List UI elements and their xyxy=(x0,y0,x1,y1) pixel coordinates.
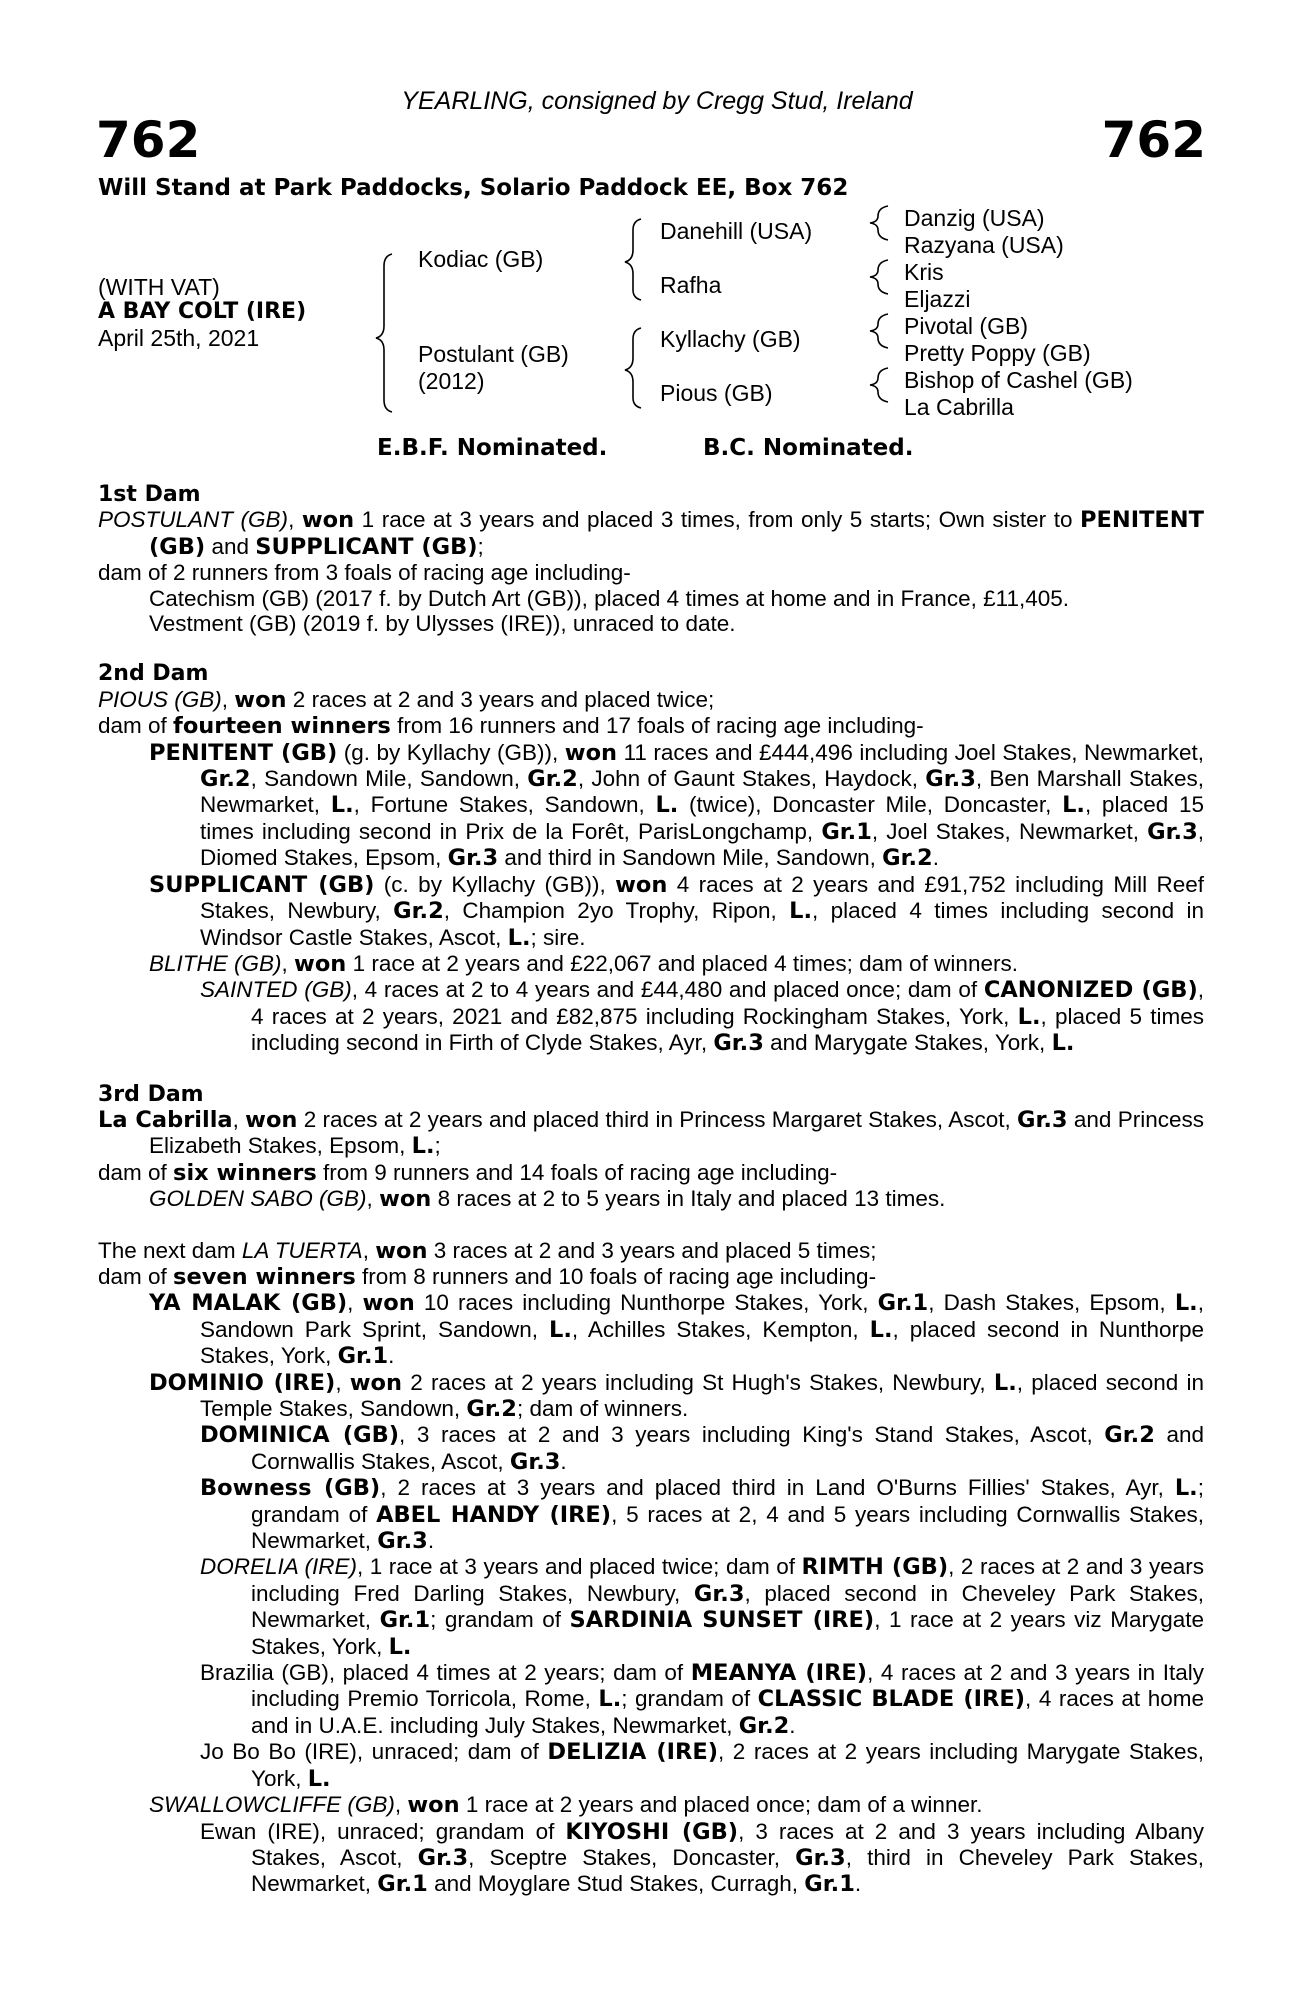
entry-sainted: SAINTED (GB), 4 races at 2 to 4 years and £44,480 and placed once; dam of CANONIZED (GB), 4 races at 2 years, 2021 and £82,875 including Rockingham Stakes, York, L., placed 5 times including second in Firth of Clyde Stakes, Ayr, Gr.3 and Marygate Stakes, York, L. xyxy=(200,977,1205,1057)
entry-ya-malak: YA MALAK (GB), won 10 races including Nunthorpe Stakes, York, Gr.1, Dash Stakes, Epsom, L., Sandown Park Sprint, Sandown, L., Achilles Stakes, Kempton, L., placed second in Nunthorpe Stakes, York, Gr.1. xyxy=(149,1290,1205,1370)
third-dam-line2: dam of six winners from 9 runners and 14 foals of racing age including- xyxy=(98,1159,838,1186)
second-dam-line2: dam of fourteen winners from 16 runners and 17 foals of racing age including- xyxy=(98,713,924,740)
third-dam-line1: La Cabrilla, won 2 races at 2 years and placed third in Princess Margaret Stakes, Ascot, Gr.3 and Princess Elizabeth Stakes, Epsom, L.; xyxy=(98,1106,1204,1160)
ancestor-g2: Razyana (USA) xyxy=(904,232,1064,258)
entry-jo-bo-bo: Jo Bo Bo (IRE), unraced; dam of DELIZIA (IRE), 2 races at 2 years including Marygate Stakes, York, L. xyxy=(200,1739,1204,1792)
dam-dam-name: Pious (GB) xyxy=(660,380,773,406)
sire-dam-name: Rafha xyxy=(660,272,722,298)
entry-supplicant: SUPPLICANT (GB) (c. by Kyllachy (GB)), won 4 races at 2 years and £91,752 including Mill Reef Stakes, Newbury, Gr.2, Champion 2yo Trophy, Ripon, L., placed 4 times including second in Windsor Castle Stakes, Ascot, L.; sire. xyxy=(149,871,1204,951)
ebf-nomination: E.B.F. Nominated. xyxy=(377,435,608,461)
first-dam-heading: 1st Dam xyxy=(98,482,201,507)
ancestor-g8: La Cabrilla xyxy=(904,394,1014,420)
dam-sire-name: Kyllachy (GB) xyxy=(660,326,801,352)
catalogue-body xyxy=(98,482,1204,1898)
entry-blithe: BLITHE (GB), won 1 race at 2 years and £22,067 and placed 4 times; dam of winners. xyxy=(149,950,1018,977)
horse-dob: April 25th, 2021 xyxy=(98,325,260,351)
first-dam-produce2: Vestment (GB) (2019 f. by Ulysses (IRE)), unraced to date. xyxy=(149,611,736,637)
next-dam-line1: The next dam LA TUERTA, won 3 races at 2 and 3 years and placed 5 times; xyxy=(98,1237,877,1264)
entry-penitent: PENITENT (GB) (g. by Kyllachy (GB)), won 11 races and £444,496 including Joel Stakes, Newmarket, Gr.2, Sandown Mile, Sandown, Gr.2, John of Gaunt Stakes, Haydock, Gr.3, Ben Marshall Stakes, Newmarket, L., Fortune Stakes, Sandown, L. (twice), Doncaster Mile, Doncaster, L., placed 15 times including second in Prix de la Forêt, ParisLongchamp, Gr.1, Joel Stakes, Newmarket, Gr.3, Diomed Stakes, Epsom, Gr.3 and third in Sandown Mile, Sandown, Gr.2. xyxy=(149,739,1204,872)
horse-name: A BAY COLT (IRE) xyxy=(98,299,307,324)
vat-note: (WITH VAT) xyxy=(98,274,220,300)
dam-name: Postulant (GB) xyxy=(418,341,569,367)
sire-name: Kodiac (GB) xyxy=(418,246,544,272)
entry-ewan: Ewan (IRE), unraced; grandam of KIYOSHI (GB), 3 races at 2 and 3 years including Albany Stakes, Ascot, Gr.3, Sceptre Stakes, Doncaster, Gr.3, third in Cheveley Park Stakes, Newmarket, Gr.1 and Moyglare Stud Stakes, Curragh, Gr.1. xyxy=(200,1818,1205,1898)
ancestor-g4: Eljazzi xyxy=(904,286,971,312)
third-dam-heading: 3rd Dam xyxy=(98,1081,204,1107)
lot-number-left: 762 xyxy=(96,111,201,169)
ancestor-g6: Pretty Poppy (GB) xyxy=(904,340,1091,366)
entry-brazilia: Brazilia (GB), placed 4 times at 2 years; dam of MEANYA (IRE), 4 races at 2 and 3 years in Italy including Premio Torricola, Rome, L.; grandam of CLASSIC BLADE (IRE), 4 races at home and in U.A.E. including July Stakes, Newmarket, Gr.2. xyxy=(200,1660,1204,1739)
first-dam-line2: dam of 2 runners from 3 foals of racing age including- xyxy=(98,560,631,586)
entry-dorelia: DORELIA (IRE), 1 race at 3 years and placed twice; dam of RIMTH (GB), 2 races at 2 and 3 years including Fred Darling Stakes, Newbury, Gr.3, placed second in Cheveley Park Stakes, Newmarket, Gr.1; grandam of SARDINIA SUNSET (IRE), 1 race at 2 years viz Marygate Stakes, York, L. xyxy=(200,1554,1204,1660)
bc-nomination: B.C. Nominated. xyxy=(703,435,914,461)
second-dam-line1: PIOUS (GB), won 2 races at 2 and 3 years and placed twice; xyxy=(98,686,715,713)
ancestor-g5: Pivotal (GB) xyxy=(904,313,1028,339)
sire-sire-name: Danehill (USA) xyxy=(660,218,813,244)
ancestor-g1: Danzig (USA) xyxy=(904,205,1045,231)
entry-dominio: DOMINIO (IRE), won 2 races at 2 years including St Hugh's Stakes, Newbury, L., placed second in Temple Stakes, Sandown, Gr.2; dam of winners. xyxy=(149,1369,1204,1422)
stable-location: Will Stand at Park Paddocks, Solario Paddock EE, Box 762 xyxy=(98,175,849,201)
lot-number-right: 762 xyxy=(1101,111,1206,169)
entry-swallowcliffe: SWALLOWCLIFFE (GB), won 1 race at 2 years and placed once; dam of a winner. xyxy=(149,1792,983,1819)
ancestor-g7: Bishop of Cashel (GB) xyxy=(904,367,1133,393)
consignor-subtitle: YEARLING, consigned by Cregg Stud, Ireland xyxy=(401,87,913,115)
entry-golden-sabo: GOLDEN SABO (GB), won 8 races at 2 to 5 years in Italy and placed 13 times. xyxy=(149,1186,946,1213)
entry-dominica: DOMINICA (GB), 3 races at 2 and 3 years including King's Stand Stakes, Ascot, Gr.2 and Cornwallis Stakes, Ascot, Gr.3. xyxy=(200,1422,1204,1475)
second-dam-heading: 2nd Dam xyxy=(98,661,209,687)
ancestor-g3: Kris xyxy=(904,259,944,285)
first-dam-line1: POSTULANT (GB), won 1 race at 3 years and placed 3 times, from only 5 starts; Own sister to PENITENT (GB) and SUPPLICANT (GB); xyxy=(98,507,1204,560)
next-dam-line2: dam of seven winners from 8 runners and 10 foals of racing age including- xyxy=(98,1263,877,1290)
entry-bowness: Bowness (GB), 2 races at 3 years and placed third in Land O'Burns Fillies' Stakes, Ayr, L.; grandam of ABEL HANDY (IRE), 5 races at 2, 4 and 5 years including Cornwallis Stakes, Newmarket, Gr.3. xyxy=(200,1475,1204,1555)
dam-year: (2012) xyxy=(418,368,485,394)
first-dam-produce1: Catechism (GB) (2017 f. by Dutch Art (GB)), placed 4 times at home and in France, £11,405. xyxy=(149,585,1069,611)
